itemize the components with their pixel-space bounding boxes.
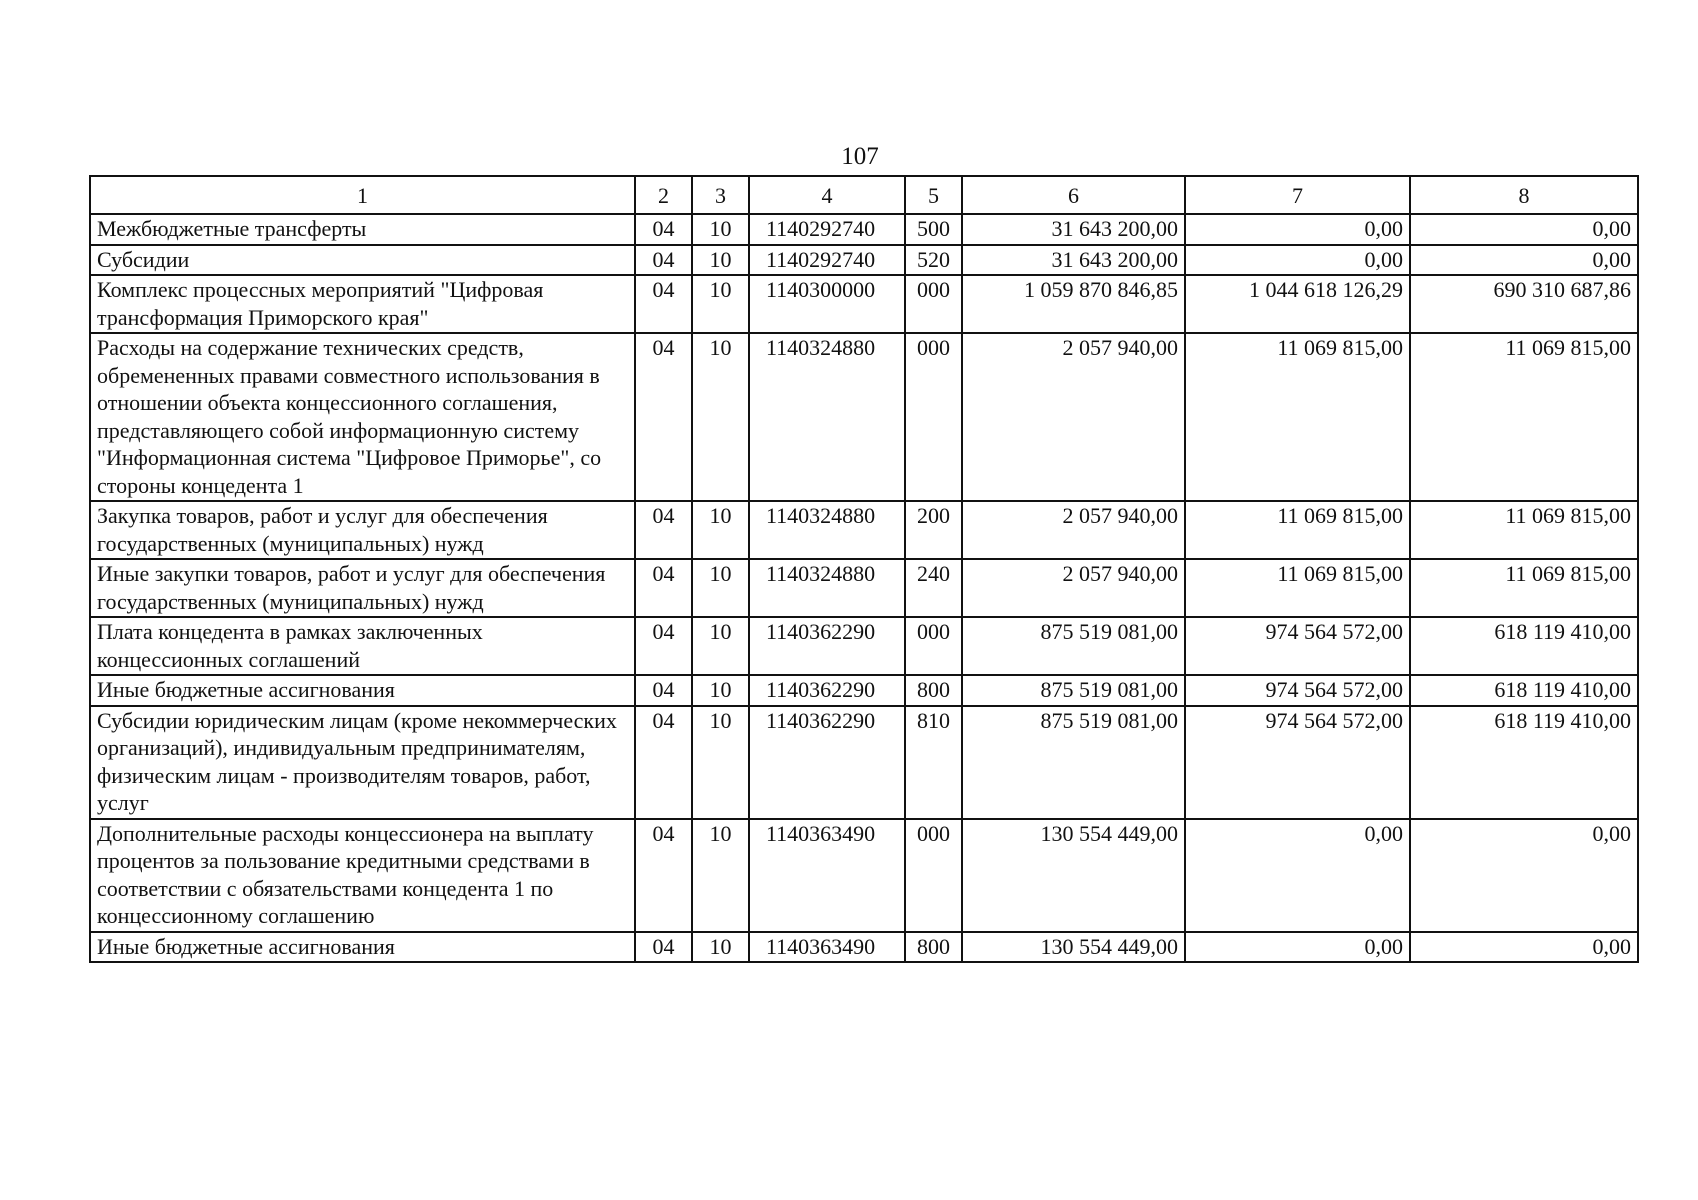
amount-col7-cell: 11 069 815,00 (1185, 501, 1410, 559)
column-header: 1 (90, 176, 635, 214)
section-code-cell: 04 (635, 819, 692, 932)
amount-col8-cell: 690 310 687,86 (1410, 275, 1638, 333)
subsection-code-cell: 10 (692, 819, 749, 932)
amount-col6-cell: 875 519 081,00 (962, 675, 1185, 706)
section-code-cell: 04 (635, 501, 692, 559)
section-code-cell: 04 (635, 706, 692, 819)
amount-col7-cell: 1 044 618 126,29 (1185, 275, 1410, 333)
subsection-code-cell: 10 (692, 706, 749, 819)
column-header: 7 (1185, 176, 1410, 214)
target-article-cell: 1140292740 (749, 245, 905, 276)
subsection-code-cell: 10 (692, 275, 749, 333)
row-name-cell: Комплекс процессных мероприятий "Цифровая трансформация Приморского края" (90, 275, 635, 333)
section-code-cell: 04 (635, 932, 692, 963)
amount-col8-cell: 618 119 410,00 (1410, 617, 1638, 675)
row-name-cell: Межбюджетные трансферты (90, 214, 635, 245)
amount-col6-cell: 2 057 940,00 (962, 501, 1185, 559)
column-header: 4 (749, 176, 905, 214)
section-code-cell: 04 (635, 214, 692, 245)
row-name-cell: Плата концедента в рамках заключенных концессионных соглашений (90, 617, 635, 675)
expense-type-cell: 200 (905, 501, 962, 559)
amount-col6-cell: 2 057 940,00 (962, 333, 1185, 501)
amount-col6-cell: 875 519 081,00 (962, 706, 1185, 819)
table-row (90, 559, 1638, 617)
amount-col8-cell: 0,00 (1410, 932, 1638, 963)
section-code-cell: 04 (635, 333, 692, 501)
table-row (90, 275, 1638, 333)
amount-col6-cell: 1 059 870 846,85 (962, 275, 1185, 333)
target-article-cell: 1140363490 (749, 819, 905, 932)
target-article-cell: 1140362290 (749, 675, 905, 706)
amount-col6-cell: 875 519 081,00 (962, 617, 1185, 675)
amount-col7-cell: 974 564 572,00 (1185, 675, 1410, 706)
table-row (90, 617, 1638, 675)
table-row (90, 214, 1638, 245)
amount-col7-cell: 0,00 (1185, 932, 1410, 963)
section-code-cell: 04 (635, 559, 692, 617)
expense-type-cell: 800 (905, 675, 962, 706)
subsection-code-cell: 10 (692, 617, 749, 675)
expense-type-cell: 000 (905, 275, 962, 333)
amount-col7-cell: 0,00 (1185, 819, 1410, 932)
amount-col8-cell: 11 069 815,00 (1410, 333, 1638, 501)
expense-type-cell: 520 (905, 245, 962, 276)
section-code-cell: 04 (635, 275, 692, 333)
expense-type-cell: 240 (905, 559, 962, 617)
column-header: 2 (635, 176, 692, 214)
table-row (90, 819, 1638, 932)
row-name-cell: Иные бюджетные ассигнования (90, 675, 635, 706)
budget-table (89, 175, 1639, 963)
expense-type-cell: 000 (905, 819, 962, 932)
subsection-code-cell: 10 (692, 932, 749, 963)
target-article-cell: 1140363490 (749, 932, 905, 963)
amount-col7-cell: 974 564 572,00 (1185, 706, 1410, 819)
target-article-cell: 1140362290 (749, 617, 905, 675)
subsection-code-cell: 10 (692, 675, 749, 706)
expense-type-cell: 500 (905, 214, 962, 245)
row-name-cell: Иные закупки товаров, работ и услуг для обеспечения государственных (муниципальных) нужд (90, 559, 635, 617)
subsection-code-cell: 10 (692, 245, 749, 276)
expense-type-cell: 000 (905, 617, 962, 675)
column-header: 5 (905, 176, 962, 214)
subsection-code-cell: 10 (692, 214, 749, 245)
amount-col8-cell: 0,00 (1410, 819, 1638, 932)
expense-type-cell: 800 (905, 932, 962, 963)
column-header: 8 (1410, 176, 1638, 214)
amount-col7-cell: 974 564 572,00 (1185, 617, 1410, 675)
target-article-cell: 1140324880 (749, 559, 905, 617)
row-name-cell: Иные бюджетные ассигнования (90, 932, 635, 963)
amount-col8-cell: 0,00 (1410, 245, 1638, 276)
row-name-cell: Субсидии (90, 245, 635, 276)
table-row (90, 501, 1638, 559)
row-name-cell: Расходы на содержание технических средств, обремененных правами совместного использования в отношении объекта концессионного соглашения, представляющего собой информационную систему "Информационная система "Цифровое Приморье", со стороны концедента 1 (90, 333, 635, 501)
table-header-row (90, 176, 1638, 214)
amount-col8-cell: 0,00 (1410, 214, 1638, 245)
amount-col6-cell: 130 554 449,00 (962, 819, 1185, 932)
amount-col7-cell: 0,00 (1185, 214, 1410, 245)
row-name-cell: Субсидии юридическим лицам (кроме некоммерческих организаций), индивидуальным предпринимателям, физическим лицам - производителям товаров, работ, услуг (90, 706, 635, 819)
amount-col7-cell: 11 069 815,00 (1185, 559, 1410, 617)
column-header: 6 (962, 176, 1185, 214)
subsection-code-cell: 10 (692, 501, 749, 559)
target-article-cell: 1140300000 (749, 275, 905, 333)
target-article-cell: 1140292740 (749, 214, 905, 245)
page-number: 107 (841, 143, 879, 170)
amount-col8-cell: 618 119 410,00 (1410, 675, 1638, 706)
table-row (90, 675, 1638, 706)
expense-type-cell: 000 (905, 333, 962, 501)
amount-col6-cell: 31 643 200,00 (962, 214, 1185, 245)
row-name-cell: Закупка товаров, работ и услуг для обеспечения государственных (муниципальных) нужд (90, 501, 635, 559)
column-header: 3 (692, 176, 749, 214)
amount-col6-cell: 2 057 940,00 (962, 559, 1185, 617)
subsection-code-cell: 10 (692, 333, 749, 501)
target-article-cell: 1140324880 (749, 333, 905, 501)
target-article-cell: 1140324880 (749, 501, 905, 559)
table-row (90, 333, 1638, 501)
amount-col8-cell: 11 069 815,00 (1410, 559, 1638, 617)
table-row (90, 706, 1638, 819)
section-code-cell: 04 (635, 675, 692, 706)
amount-col7-cell: 0,00 (1185, 245, 1410, 276)
amount-col6-cell: 31 643 200,00 (962, 245, 1185, 276)
section-code-cell: 04 (635, 617, 692, 675)
amount-col8-cell: 11 069 815,00 (1410, 501, 1638, 559)
subsection-code-cell: 10 (692, 559, 749, 617)
table-row (90, 245, 1638, 276)
section-code-cell: 04 (635, 245, 692, 276)
table-row (90, 932, 1638, 963)
row-name-cell: Дополнительные расходы концессионера на выплату процентов за пользование кредитными средствами в соответствии с обязательствами концедента 1 по концессионному соглашению (90, 819, 635, 932)
amount-col7-cell: 11 069 815,00 (1185, 333, 1410, 501)
expense-type-cell: 810 (905, 706, 962, 819)
amount-col6-cell: 130 554 449,00 (962, 932, 1185, 963)
amount-col8-cell: 618 119 410,00 (1410, 706, 1638, 819)
target-article-cell: 1140362290 (749, 706, 905, 819)
